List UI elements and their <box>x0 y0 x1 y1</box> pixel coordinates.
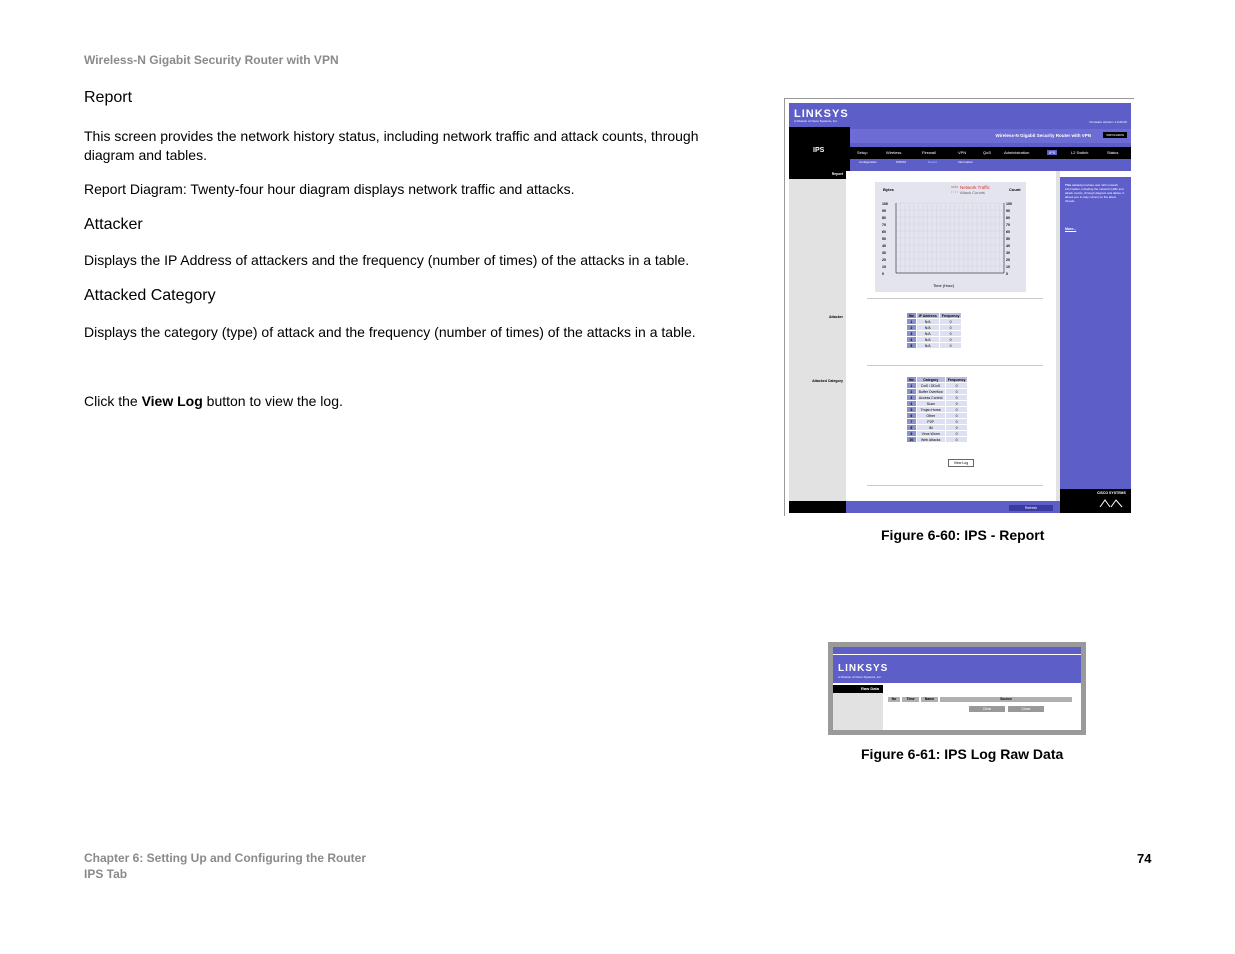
table-row <box>907 413 967 418</box>
table-cell: Virus Worm <box>917 431 945 436</box>
subtab-configuration[interactable]: Configuration <box>859 160 877 164</box>
table-cell: 7 <box>907 419 916 424</box>
col-time: Time <box>902 697 919 702</box>
cisco-bridge-icon <box>1099 498 1123 508</box>
category-header-2: Frequency <box>947 377 966 382</box>
table-cell: IM <box>917 425 945 430</box>
cisco-text: CISCO SYSTEMS <box>1097 491 1126 495</box>
product-name: Wireless-N Gigabit Security Router with VPN <box>995 133 1091 138</box>
linksys-logo: LINKSYS <box>838 663 889 674</box>
refresh-button[interactable]: Refresh <box>1009 505 1053 511</box>
table-cell: 0 <box>946 425 968 430</box>
firmware-version: Firmware Version: 1.0.00.00 <box>1089 120 1127 124</box>
table-cell: 0 <box>940 331 962 336</box>
tab-setup[interactable]: Setup <box>857 150 868 155</box>
table-row <box>907 325 961 330</box>
category-header-0: No <box>909 377 914 382</box>
table-cell: 4 <box>907 337 916 342</box>
table-cell: N/A <box>917 343 939 348</box>
y-tick-label: 90 <box>882 209 886 213</box>
attacker-table <box>906 312 962 349</box>
category-heading: Attacked Category <box>84 287 216 304</box>
section-title: IPS <box>813 147 825 154</box>
table-cell: 3 <box>907 395 916 400</box>
table-cell: 0 <box>946 407 968 412</box>
ips-log-screenshot <box>833 647 1081 730</box>
legend-attack: Attack Counts <box>960 190 985 195</box>
figure-60-caption: Figure 6-60: IPS - Report <box>881 527 1045 543</box>
attacker-header-1: IP Address <box>918 313 937 318</box>
table-cell: Web Attacks <box>917 437 945 442</box>
attacker-text: Displays the IP Address of attackers and the frequency (number of times) of the attacks in a table. <box>84 252 690 268</box>
col-name: Name <box>921 697 938 702</box>
table-cell: 10 <box>907 437 916 442</box>
table-row <box>907 419 967 424</box>
table-cell: 0 <box>946 437 968 442</box>
viewlog-instruction: Click the View Log button to view the log. <box>84 393 343 409</box>
category-table <box>906 376 968 443</box>
table-cell: 8 <box>907 425 916 430</box>
table-cell: 4 <box>907 401 916 406</box>
table-row <box>907 395 967 400</box>
table-row <box>907 389 967 394</box>
table-cell: 0 <box>940 343 962 348</box>
table-row <box>907 437 967 442</box>
y-tick-label: 100 <box>882 202 888 206</box>
linksys-logo: LINKSYS <box>794 108 849 120</box>
y-tick-label: 0 <box>882 272 884 276</box>
table-cell: 0 <box>940 337 962 342</box>
legend-traffic: Network Traffic <box>960 185 990 190</box>
subtab-report[interactable]: Report <box>928 160 938 164</box>
y-tick-label: 90 <box>1006 209 1010 213</box>
table-cell: Trojan Horse <box>917 407 945 412</box>
y-label-count: Count <box>1009 187 1021 192</box>
y-ticks-right <box>1006 202 1012 276</box>
table-cell: 6 <box>907 413 916 418</box>
table-cell: Access Control <box>917 395 945 400</box>
footer-chapter: Chapter 6: Setting Up and Configuring the Router <box>84 851 366 865</box>
figure-ips-report <box>784 98 1134 516</box>
model-badge: WRVS4400N <box>1103 132 1127 138</box>
table-cell: 5 <box>907 343 916 348</box>
table-cell: 2 <box>907 389 916 394</box>
y-tick-label: 20 <box>882 258 886 262</box>
running-header: Wireless-N Gigabit Security Router with VPN <box>84 53 339 67</box>
attacker-heading: Attacker <box>84 216 143 233</box>
help-text: This screen provides user with network information, including the network traffic and attack counts, through diagram and tables. It allows you to stay current on the latest threats. <box>1065 183 1125 203</box>
page-number: 74 <box>1137 851 1152 866</box>
table-row <box>907 337 961 342</box>
table-cell: 0 <box>946 413 968 418</box>
report-diagram-text: Report Diagram: Twenty-four hour diagram displays network traffic and attacks. <box>84 181 575 197</box>
y-tick-label: 80 <box>1006 216 1010 220</box>
footer-tab: IPS Tab <box>84 867 128 881</box>
report-label: Report <box>831 172 843 176</box>
table-row <box>907 331 961 336</box>
table-row <box>907 319 961 324</box>
tab-wireless[interactable]: Wireless <box>886 150 902 155</box>
table-cell: N/A <box>917 337 939 342</box>
table-row <box>907 343 961 348</box>
tab-ips[interactable]: IPS <box>1049 150 1056 155</box>
tab-vpn[interactable]: VPN <box>958 150 967 155</box>
help-more-link[interactable]: More... <box>1065 227 1077 231</box>
tab-status[interactable]: Status <box>1107 150 1119 155</box>
table-cell: 1 <box>907 319 916 324</box>
category-text: Displays the category (type) of attack and the frequency (number of times) of the attacks in a table. <box>84 324 696 340</box>
y-tick-label: 50 <box>1006 237 1010 241</box>
y-tick-label: 10 <box>1006 265 1010 269</box>
table-cell: 0 <box>940 319 962 324</box>
y-tick-label: 100 <box>1006 202 1012 206</box>
table-cell: N/A <box>917 331 939 336</box>
raw-data-label: Raw Data <box>860 686 879 691</box>
tab-firewall[interactable]: Firewall <box>922 150 936 155</box>
table-cell: 1 <box>907 383 916 388</box>
traffic-chart-svg <box>875 182 1026 292</box>
tab-qos[interactable]: QoS <box>983 150 992 155</box>
table-cell: N/A <box>917 325 939 330</box>
table-cell: 0 <box>946 383 968 388</box>
figure-ips-log-raw-data <box>828 642 1086 735</box>
category-header-1: Category <box>917 377 945 382</box>
table-cell: 0 <box>946 401 968 406</box>
table-cell: 3 <box>907 331 916 336</box>
logo-subtitle: A Division of Cisco Systems, Inc. <box>794 119 838 123</box>
attacked-category-label: Attacked Category <box>812 379 843 383</box>
table-cell: DoS / DDoS <box>917 383 945 388</box>
attacker-header-0: No <box>909 313 914 318</box>
y-tick-label: 70 <box>1006 223 1010 227</box>
table-cell: 2 <box>907 325 916 330</box>
y-tick-label: 30 <box>1006 251 1010 255</box>
table-cell: P2P <box>917 419 945 424</box>
close-button[interactable]: Close <box>1008 706 1044 712</box>
y-tick-label: 10 <box>882 265 886 269</box>
chart-grid <box>896 203 1004 273</box>
figure-61-caption: Figure 6-61: IPS Log Raw Data <box>861 746 1064 762</box>
table-cell: 0 <box>946 431 968 436</box>
table-row <box>907 431 967 436</box>
table-cell: 0 <box>940 325 962 330</box>
tab-administration[interactable]: Administration <box>1004 150 1030 155</box>
col-no: No <box>888 697 900 702</box>
report-intro: This screen provides the network history status, including network traffic and attack counts, through diagram and tables. <box>84 128 699 163</box>
table-cell: Other <box>917 413 945 418</box>
table-cell: 9 <box>907 431 916 436</box>
table-cell: 0 <box>946 419 968 424</box>
report-heading: Report <box>84 89 133 106</box>
attacker-label: Attacker <box>828 315 843 319</box>
y-tick-label: 50 <box>882 237 886 241</box>
table-row <box>907 383 967 388</box>
ips-report-screenshot <box>789 103 1131 513</box>
y-tick-label: 40 <box>1006 244 1010 248</box>
y-tick-label: 60 <box>882 230 886 234</box>
y-tick-label: 80 <box>882 216 886 220</box>
y-tick-label: 20 <box>1006 258 1010 262</box>
y-tick-label: 30 <box>882 251 886 255</box>
subtab-p2p-im[interactable]: P2P/IM <box>896 160 906 164</box>
table-cell: N/A <box>917 319 939 324</box>
attacker-header-2: Frequency <box>941 313 960 318</box>
y-tick-label: 70 <box>882 223 886 227</box>
view-log-button[interactable]: View Log <box>948 459 974 467</box>
table-cell: 5 <box>907 407 916 412</box>
traffic-chart <box>875 182 1026 292</box>
y-label-bytes: Bytes <box>883 187 894 192</box>
y-tick-label: 0 <box>1006 272 1008 276</box>
tab-l2-switch[interactable]: L2 Switch <box>1071 150 1089 155</box>
table-cell: Buffer Overflow <box>918 389 943 394</box>
table-row <box>907 425 967 430</box>
y-tick-label: 60 <box>1006 230 1010 234</box>
y-tick-label: 40 <box>882 244 886 248</box>
table-row <box>907 407 967 412</box>
y-ticks-left <box>882 202 888 276</box>
table-cell: Scan <box>917 401 945 406</box>
x-axis-label: Time (Hour) <box>933 283 955 288</box>
table-cell: 0 <box>946 389 968 394</box>
col-source: Source <box>940 697 1072 702</box>
clear-button[interactable]: Clear <box>969 706 1005 712</box>
subtab-information[interactable]: Information <box>958 160 974 164</box>
table-cell: 0 <box>946 395 968 400</box>
logo-subtitle: A Division of Cisco Systems, Inc. <box>838 675 882 679</box>
table-row <box>907 401 967 406</box>
